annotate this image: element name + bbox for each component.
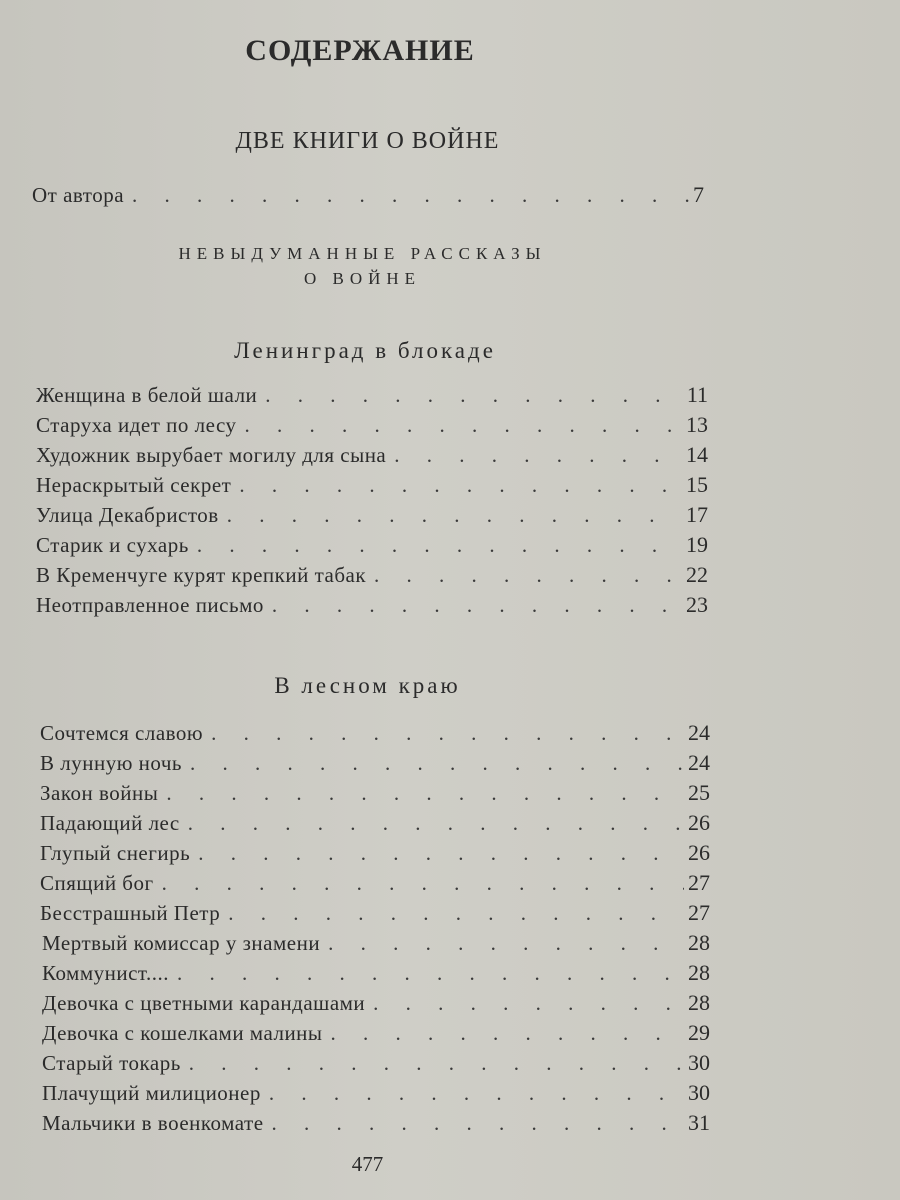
- toc-entry-page: 17: [686, 502, 708, 527]
- dot-leader: [189, 1048, 684, 1078]
- book-title: ДВЕ КНИГИ О ВОЙНЕ: [235, 128, 500, 154]
- toc-entry-label: Мальчики в военкомате: [42, 1111, 264, 1135]
- part-title-line1: НЕВЫДУМАННЫЕ РАССКАЗЫ: [178, 244, 547, 263]
- dot-leader: [197, 530, 682, 560]
- toc-entry-label: Художник вырубает могилу для сына: [36, 443, 387, 467]
- dot-leader: [132, 180, 689, 210]
- toc-entry-label: Улица Декабристов: [36, 503, 219, 527]
- toc-entry: [36, 470, 708, 500]
- dot-leader: [188, 808, 684, 838]
- dot-leader: [162, 868, 684, 898]
- toc-entry-page: 27: [688, 900, 710, 925]
- toc-entry-page: 29: [688, 1020, 710, 1045]
- dot-leader: [272, 1108, 684, 1138]
- toc-entry-page: 26: [688, 840, 710, 865]
- toc-entry-label: Старик и сухарь: [36, 533, 189, 557]
- toc-entry-label: Бесстрашный Петр: [40, 901, 221, 925]
- toc-entry: [42, 988, 710, 1018]
- toc-entry-page: 19: [686, 532, 708, 557]
- part-title-line2: О ВОЙНЕ: [303, 269, 422, 288]
- toc-entry-label: Девочка с цветными карандашами: [42, 991, 366, 1015]
- toc-entry-page: 31: [688, 1110, 710, 1135]
- toc-entry: [42, 1078, 710, 1108]
- toc-entry-label: От автора: [32, 183, 125, 207]
- toc-entry: [42, 1048, 710, 1078]
- toc-entry-label: Спящий бог: [40, 871, 154, 895]
- section-title-forest: В лесном краю: [274, 673, 461, 698]
- toc-entry: [40, 868, 710, 898]
- toc-entry-page: 30: [688, 1050, 710, 1075]
- toc-entry: [40, 898, 710, 928]
- toc-entry: [42, 1018, 710, 1048]
- toc-entry: [40, 838, 710, 868]
- toc-entry-label: Коммунист....: [42, 961, 170, 985]
- toc-entry-page: 28: [688, 930, 710, 955]
- dot-leader: [328, 928, 684, 958]
- toc-entry-page: 30: [688, 1080, 710, 1105]
- toc-entry-label: Глупый снегирь: [40, 841, 191, 865]
- dot-leader: [265, 380, 683, 410]
- toc-entry-page: 28: [688, 960, 710, 985]
- toc-entry: [40, 718, 710, 748]
- toc-entry-page: 24: [688, 750, 710, 775]
- toc-entry: [42, 928, 710, 958]
- toc-entry-label: Старуха идет по лесу: [36, 413, 237, 437]
- toc-entry: [36, 560, 708, 590]
- dot-leader: [198, 838, 684, 868]
- dot-leader: [166, 778, 684, 808]
- dot-leader: [269, 1078, 684, 1108]
- toc-entry: [36, 590, 708, 620]
- toc-entry-intro: [32, 180, 704, 210]
- dot-leader: [227, 500, 682, 530]
- dot-leader: [373, 988, 684, 1018]
- toc-entry-label: Сочтемся славою: [40, 721, 204, 745]
- dot-leader: [272, 590, 682, 620]
- toc-entry-label: Женщина в белой шали: [36, 383, 258, 407]
- dot-leader: [239, 470, 682, 500]
- toc-entry-page: 25: [688, 780, 710, 805]
- toc-entry: [36, 410, 708, 440]
- toc-entry-page: 23: [686, 592, 708, 617]
- toc-entry-label: В лунную ночь: [40, 751, 182, 775]
- toc-entry: [42, 958, 710, 988]
- toc-entry-page: 26: [688, 810, 710, 835]
- dot-leader: [245, 410, 682, 440]
- dot-leader: [190, 748, 684, 778]
- toc-entry-label: Девочка с кошелками малины: [42, 1021, 323, 1045]
- toc-entry-label: Падающий лес: [40, 811, 180, 835]
- toc-entry-label: В Кременчуге курят крепкий табак: [36, 563, 367, 587]
- toc-entry-page: 7: [693, 182, 704, 207]
- page-title: СОДЕРЖАНИЕ: [245, 34, 475, 67]
- toc-entry: [36, 530, 708, 560]
- toc-entry-page: 14: [686, 442, 708, 467]
- dot-leader: [211, 718, 684, 748]
- toc-entry: [42, 1108, 710, 1138]
- toc-entry-label: Нераскрытый секрет: [36, 473, 232, 497]
- toc-entry-page: 24: [688, 720, 710, 745]
- toc-entry-page: 15: [686, 472, 708, 497]
- dot-leader: [177, 958, 684, 988]
- dot-leader: [374, 560, 682, 590]
- section-title-leningrad: Ленинград в блокаде: [234, 338, 496, 363]
- dot-leader: [331, 1018, 684, 1048]
- toc-entry-label: Старый токарь: [42, 1051, 181, 1075]
- toc-entry-label: Неотправленное письмо: [36, 593, 264, 617]
- toc-entry-page: 27: [688, 870, 710, 895]
- toc-entry-page: 28: [688, 990, 710, 1015]
- toc-entry: [36, 440, 708, 470]
- page-number: 477: [351, 1152, 384, 1176]
- toc-entry: [40, 748, 710, 778]
- toc-entry: [40, 808, 710, 838]
- toc-entry-page: 13: [686, 412, 708, 437]
- toc-entry: [36, 380, 708, 410]
- toc-entry-page: 11: [686, 382, 708, 407]
- toc-entry: [40, 778, 710, 808]
- dot-leader: [228, 898, 684, 928]
- toc-entry-label: Плачущий милиционер: [42, 1081, 261, 1105]
- toc-entry-page: 22: [686, 562, 708, 587]
- toc-entry: [36, 500, 708, 530]
- toc-entry-label: Мертвый комиссар у знамени: [42, 931, 321, 955]
- toc-entry-label: Закон войны: [40, 781, 159, 805]
- dot-leader: [394, 440, 682, 470]
